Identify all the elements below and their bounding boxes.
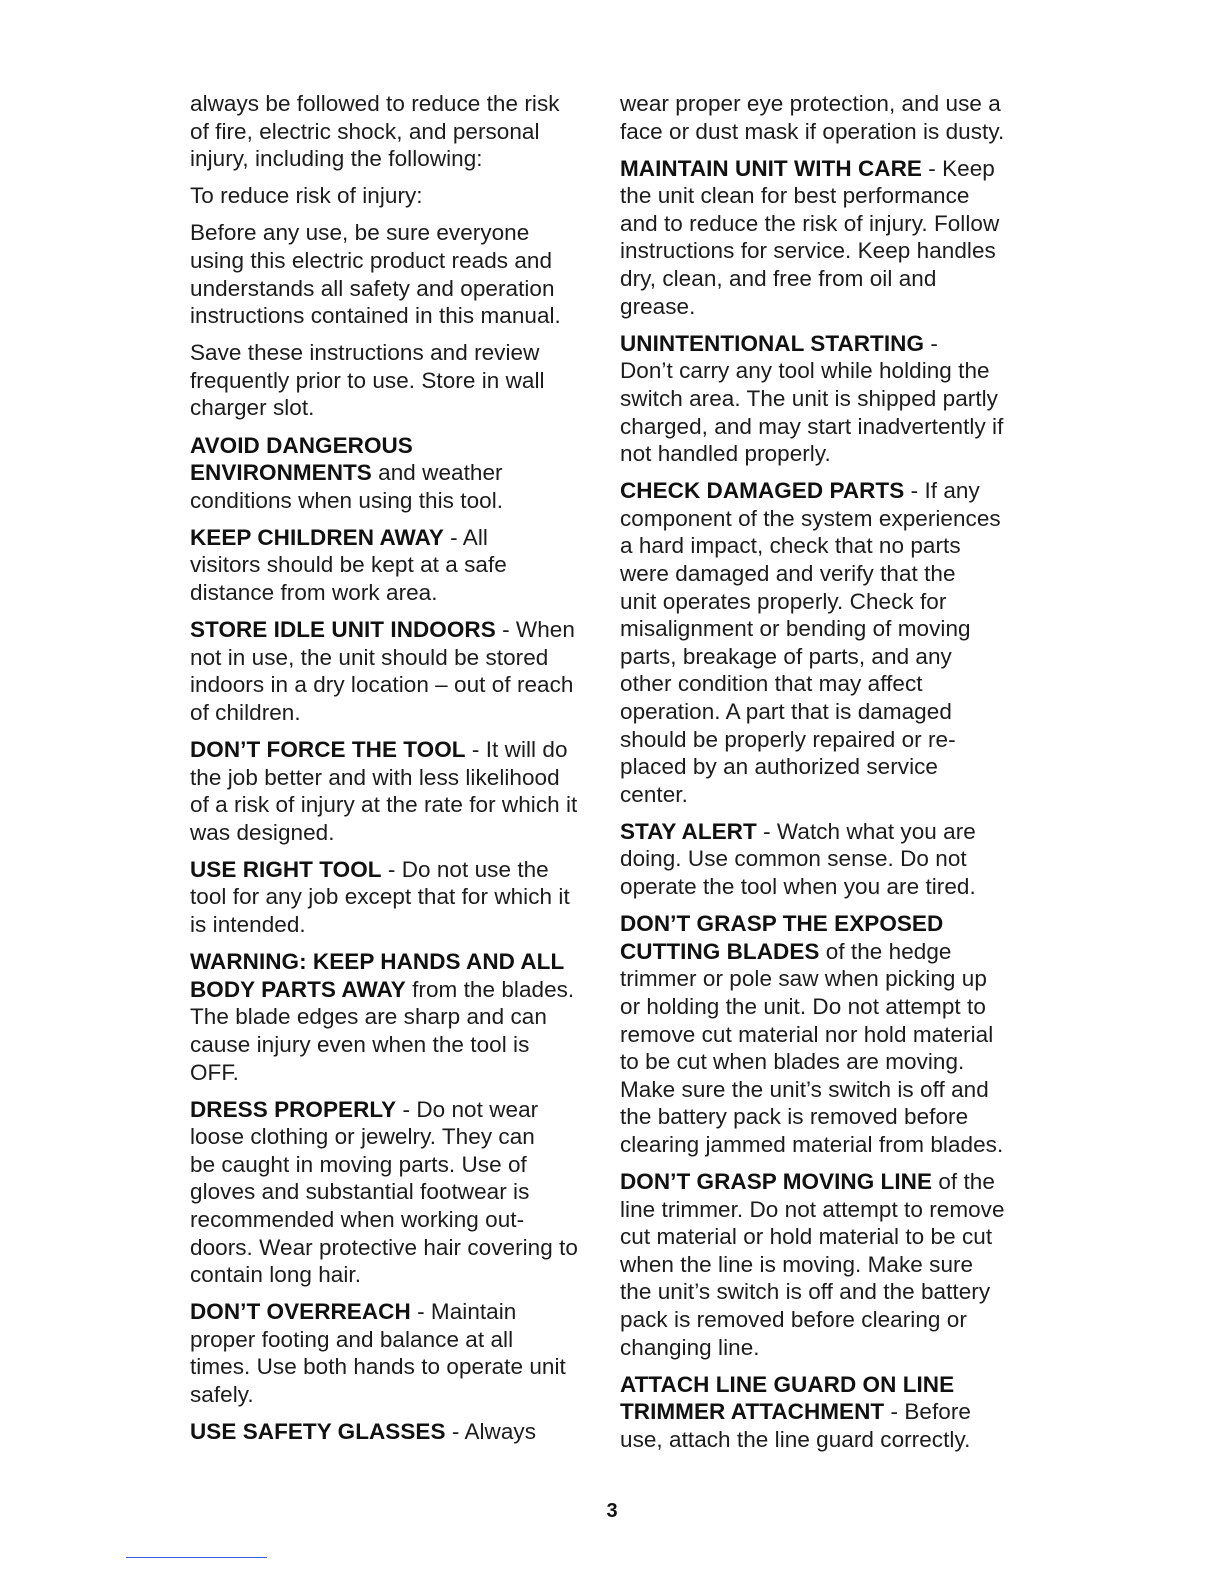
text-line bbox=[620, 615, 1030, 643]
body-text: Don’t carry any tool while holding the bbox=[620, 358, 990, 384]
body-text: using this electric product reads and bbox=[190, 247, 553, 273]
body-text: when the line is moving. Make sure bbox=[620, 1251, 974, 1277]
body-text: To reduce risk of injury: bbox=[190, 183, 423, 209]
safety-heading: ENVIRONMENTS bbox=[190, 460, 372, 486]
body-text: is intended. bbox=[190, 912, 306, 938]
body-text: clearing jammed material from blades. bbox=[620, 1131, 1004, 1157]
text-line bbox=[190, 1298, 600, 1326]
body-text: cut material or hold material to be cut bbox=[620, 1224, 993, 1250]
safety-heading: STORE IDLE UNIT INDOORS bbox=[190, 617, 496, 643]
text-line bbox=[190, 911, 600, 939]
text-line bbox=[190, 764, 600, 792]
text-line bbox=[190, 367, 600, 395]
text-line bbox=[620, 182, 1030, 210]
body-text: injury, including the following: bbox=[190, 146, 483, 172]
text-line bbox=[620, 330, 1030, 358]
safety-paragraph bbox=[190, 948, 600, 1086]
body-text: - bbox=[924, 330, 938, 356]
safety-paragraph bbox=[620, 155, 1030, 321]
body-text: a hard impact, check that no parts bbox=[620, 533, 961, 559]
body-text: charger slot. bbox=[190, 395, 315, 421]
text-line bbox=[620, 118, 1030, 146]
body-text: and to reduce the risk of injury. Follow bbox=[620, 210, 1000, 236]
safety-heading: DON’T FORCE THE TOOL bbox=[190, 736, 466, 762]
text-line bbox=[190, 856, 600, 884]
body-text: of the hedge bbox=[819, 938, 952, 964]
text-line bbox=[620, 560, 1030, 588]
safety-heading: MAINTAIN UNIT WITH CARE bbox=[620, 155, 922, 181]
text-line bbox=[190, 551, 600, 579]
text-line bbox=[190, 1261, 600, 1289]
text-line bbox=[620, 1251, 1030, 1279]
body-text: the battery pack is removed before bbox=[620, 1104, 969, 1130]
text-line bbox=[620, 1196, 1030, 1224]
safety-heading: KEEP CHILDREN AWAY bbox=[190, 524, 444, 550]
text-line bbox=[190, 1234, 600, 1262]
text-line bbox=[620, 413, 1030, 441]
body-text: component of the system experiences bbox=[620, 505, 1001, 531]
body-text: conditions when using this tool. bbox=[190, 487, 504, 513]
safety-heading: DRESS PROPERLY bbox=[190, 1096, 397, 1122]
body-text: always be followed to reduce the risk bbox=[190, 91, 560, 116]
body-text: tool for any job except that for which it bbox=[190, 884, 570, 910]
text-line bbox=[620, 910, 1030, 938]
left-text-column bbox=[190, 90, 600, 1455]
body-text: of children. bbox=[190, 699, 301, 725]
text-line bbox=[190, 791, 600, 819]
body-text: Save these instructions and review bbox=[190, 340, 540, 366]
body-text: grease. bbox=[620, 293, 696, 319]
text-line bbox=[190, 1353, 600, 1381]
text-line bbox=[190, 671, 600, 699]
text-line bbox=[190, 948, 600, 976]
body-text: gloves and substantial footwear is bbox=[190, 1179, 530, 1205]
body-text: of a risk of injury at the rate for which it bbox=[190, 792, 578, 818]
body-text: not in use, the unit should be stored bbox=[190, 644, 549, 670]
body-text: the unit clean for best performance bbox=[620, 183, 970, 209]
text-line bbox=[190, 145, 600, 173]
body-text: the job better and with less likelihood bbox=[190, 764, 560, 790]
text-line bbox=[620, 357, 1030, 385]
body-text: center. bbox=[620, 781, 688, 807]
text-line bbox=[620, 1131, 1030, 1159]
text-line bbox=[190, 1418, 600, 1446]
body-text: misalignment or bending of moving bbox=[620, 616, 971, 642]
safety-heading: ATTACH LINE GUARD ON LINE bbox=[620, 1371, 955, 1397]
body-text: Make sure the unit’s switch is off and bbox=[620, 1076, 989, 1102]
text-line bbox=[620, 155, 1030, 183]
text-line bbox=[620, 818, 1030, 846]
text-line bbox=[190, 247, 600, 275]
safety-paragraph bbox=[190, 432, 600, 515]
text-line bbox=[190, 883, 600, 911]
text-line bbox=[190, 1096, 600, 1124]
safety-paragraph bbox=[190, 524, 600, 607]
safety-paragraph bbox=[620, 1168, 1030, 1361]
text-line bbox=[190, 487, 600, 515]
body-text: trimmer or pole saw when picking up bbox=[620, 966, 987, 992]
body-text: - It will do bbox=[465, 736, 568, 762]
text-line bbox=[190, 579, 600, 607]
text-line bbox=[190, 275, 600, 303]
safety-paragraph bbox=[620, 1371, 1030, 1454]
body-text: indoors in a dry location – out of reach bbox=[190, 672, 574, 698]
text-line bbox=[620, 698, 1030, 726]
text-line bbox=[190, 644, 600, 672]
safety-paragraph bbox=[190, 1096, 600, 1289]
body-text: instructions contained in this manual. bbox=[190, 303, 561, 329]
text-line bbox=[620, 532, 1030, 560]
text-line bbox=[190, 302, 600, 330]
body-text: visitors should be kept at a safe bbox=[190, 552, 507, 578]
text-line bbox=[190, 616, 600, 644]
text-line bbox=[620, 753, 1030, 781]
body-text: Before any use, be sure everyone bbox=[190, 220, 530, 246]
body-text: switch area. The unit is shipped partly bbox=[620, 385, 998, 411]
text-line bbox=[190, 1381, 600, 1409]
text-line bbox=[620, 1021, 1030, 1049]
text-line bbox=[620, 210, 1030, 238]
text-line bbox=[190, 1031, 600, 1059]
body-text: - Do not wear bbox=[396, 1096, 539, 1122]
safety-paragraph bbox=[620, 818, 1030, 901]
body-text: distance from work area. bbox=[190, 580, 438, 605]
text-line bbox=[190, 432, 600, 460]
body-text: the unit’s switch is off and the battery bbox=[620, 1279, 991, 1305]
text-line bbox=[620, 1371, 1030, 1399]
body-text: not handled properly. bbox=[620, 441, 831, 467]
text-line bbox=[620, 781, 1030, 809]
safety-paragraph bbox=[190, 90, 600, 173]
body-text: face or dust mask if operation is dusty. bbox=[620, 118, 1005, 144]
text-line bbox=[190, 1059, 600, 1087]
text-line bbox=[620, 873, 1030, 901]
body-text: - Watch what you are bbox=[756, 818, 976, 844]
safety-heading: CUTTING BLADES bbox=[620, 938, 820, 964]
body-text: charged, and may start inadvertently if bbox=[620, 413, 1004, 439]
body-text: The blade edges are sharp and can bbox=[190, 1004, 547, 1030]
safety-heading: AVOID DANGEROUS bbox=[190, 432, 413, 458]
body-text: doors. Wear protective hair covering to bbox=[190, 1234, 578, 1260]
body-text: - Keep bbox=[921, 155, 995, 181]
body-text: instructions for service. Keep handles bbox=[620, 238, 996, 264]
body-text: placed by an authorized service bbox=[620, 754, 938, 780]
body-text: recommended when working out- bbox=[190, 1206, 525, 1232]
text-line bbox=[190, 976, 600, 1004]
text-line bbox=[620, 1398, 1030, 1426]
text-line bbox=[620, 1223, 1030, 1251]
safety-heading: BODY PARTS AWAY bbox=[190, 976, 406, 1002]
body-text: OFF. bbox=[190, 1059, 239, 1085]
safety-heading: STAY ALERT bbox=[620, 818, 757, 844]
body-text: - Before bbox=[884, 1399, 971, 1425]
text-line bbox=[190, 1151, 600, 1179]
body-text: parts, breakage of parts, and any bbox=[620, 643, 952, 669]
body-text: changing line. bbox=[620, 1334, 760, 1360]
right-text-column bbox=[620, 90, 1030, 1463]
text-line bbox=[190, 699, 600, 727]
text-line bbox=[620, 1048, 1030, 1076]
body-text: - Do not use the bbox=[381, 856, 549, 882]
safety-heading: UNINTENTIONAL STARTING bbox=[620, 330, 925, 356]
body-text: was designed. bbox=[190, 819, 335, 845]
text-line bbox=[190, 339, 600, 367]
body-text: doing. Use common sense. Do not bbox=[620, 846, 967, 872]
safety-paragraph bbox=[190, 219, 600, 329]
footer-rule bbox=[126, 1557, 267, 1558]
body-text: be caught in moving parts. Use of bbox=[190, 1151, 527, 1177]
text-line bbox=[190, 819, 600, 847]
safety-heading: TRIMMER ATTACHMENT bbox=[620, 1399, 885, 1425]
text-line bbox=[190, 1206, 600, 1234]
body-text: should be properly repaired or re- bbox=[620, 726, 956, 752]
text-line bbox=[620, 588, 1030, 616]
body-text: loose clothing or jewelry. They can bbox=[190, 1124, 535, 1150]
text-line bbox=[620, 1103, 1030, 1131]
text-line bbox=[190, 1123, 600, 1151]
body-text: operate the tool when you are tired. bbox=[620, 874, 976, 900]
safety-heading: DON’T GRASP MOVING LINE bbox=[620, 1168, 933, 1194]
body-text: and weather bbox=[371, 460, 503, 486]
safety-heading: DON’T GRASP THE EXPOSED bbox=[620, 911, 944, 937]
safety-paragraph bbox=[620, 910, 1030, 1158]
text-line bbox=[620, 1076, 1030, 1104]
text-line bbox=[620, 965, 1030, 993]
text-line bbox=[620, 938, 1030, 966]
text-line bbox=[620, 477, 1030, 505]
text-line bbox=[620, 670, 1030, 698]
text-line bbox=[620, 1168, 1030, 1196]
body-text: pack is removed before clearing or bbox=[620, 1306, 967, 1332]
body-text: remove cut material nor hold material bbox=[620, 1021, 994, 1047]
safety-heading: DON’T OVERREACH bbox=[190, 1299, 411, 1325]
body-text: contain long hair. bbox=[190, 1262, 362, 1288]
text-line bbox=[190, 394, 600, 422]
text-line bbox=[190, 1326, 600, 1354]
safety-paragraph bbox=[190, 616, 600, 726]
text-line bbox=[620, 643, 1030, 671]
text-line bbox=[620, 265, 1030, 293]
text-line bbox=[620, 385, 1030, 413]
text-line bbox=[620, 845, 1030, 873]
body-text: operation. A part that is damaged bbox=[620, 698, 952, 724]
body-text: unit operates properly. Check for bbox=[620, 588, 947, 614]
body-text: - If any bbox=[904, 478, 980, 504]
body-text: safely. bbox=[190, 1382, 254, 1408]
text-line bbox=[620, 1278, 1030, 1306]
body-text: from the blades. bbox=[405, 976, 575, 1002]
body-text: cause injury even when the tool is bbox=[190, 1031, 530, 1057]
text-line bbox=[620, 237, 1030, 265]
text-line bbox=[190, 118, 600, 146]
safety-paragraph bbox=[190, 856, 600, 939]
body-text: dry, clean, and free from oil and bbox=[620, 266, 937, 292]
text-line bbox=[620, 293, 1030, 321]
body-text: wear proper eye protection, and use a bbox=[620, 91, 1001, 116]
text-line bbox=[190, 1178, 600, 1206]
safety-paragraph bbox=[190, 1418, 600, 1446]
body-text: of the bbox=[932, 1168, 995, 1194]
safety-heading: USE SAFETY GLASSES bbox=[190, 1419, 446, 1445]
text-line bbox=[190, 219, 600, 247]
safety-paragraph bbox=[620, 90, 1030, 145]
safety-paragraph bbox=[190, 736, 600, 846]
body-text: to be cut when blades are moving. bbox=[620, 1049, 965, 1075]
safety-paragraph bbox=[190, 182, 600, 210]
text-line bbox=[190, 524, 600, 552]
text-line bbox=[620, 1426, 1030, 1454]
text-line bbox=[190, 1003, 600, 1031]
text-line bbox=[620, 1334, 1030, 1362]
text-line bbox=[190, 736, 600, 764]
body-text: - All bbox=[443, 524, 488, 550]
text-line bbox=[190, 459, 600, 487]
text-line bbox=[620, 440, 1030, 468]
body-text: were damaged and verify that the bbox=[620, 561, 956, 586]
text-line bbox=[620, 90, 1030, 118]
body-text: proper footing and balance at all bbox=[190, 1326, 514, 1352]
body-text: times. Use both hands to operate unit bbox=[190, 1354, 566, 1380]
body-text: - Always bbox=[445, 1419, 537, 1445]
text-line bbox=[620, 1306, 1030, 1334]
text-line bbox=[190, 182, 600, 210]
body-text: - Maintain bbox=[410, 1299, 517, 1325]
safety-paragraph bbox=[620, 477, 1030, 808]
body-text: other condition that may affect bbox=[620, 671, 923, 697]
safety-paragraph bbox=[620, 330, 1030, 468]
safety-heading: CHECK DAMAGED PARTS bbox=[620, 478, 905, 504]
body-text: of fire, electric shock, and personal bbox=[190, 118, 540, 144]
body-text: understands all safety and operation bbox=[190, 275, 555, 301]
body-text: frequently prior to use. Store in wall bbox=[190, 367, 545, 393]
safety-paragraph bbox=[190, 1298, 600, 1408]
safety-paragraph bbox=[190, 339, 600, 422]
body-text: line trimmer. Do not attempt to remove bbox=[620, 1196, 1005, 1222]
body-text: - When bbox=[495, 617, 575, 643]
text-line bbox=[190, 90, 600, 118]
safety-heading: WARNING: KEEP HANDS AND ALL bbox=[190, 949, 565, 975]
body-text: or holding the unit. Do not attempt to bbox=[620, 993, 986, 1019]
text-line bbox=[620, 505, 1030, 533]
text-line bbox=[620, 993, 1030, 1021]
page-number: 3 bbox=[606, 1500, 618, 1522]
safety-heading: USE RIGHT TOOL bbox=[190, 856, 382, 882]
text-line bbox=[620, 726, 1030, 754]
body-text: use, attach the line guard correctly. bbox=[620, 1426, 971, 1452]
